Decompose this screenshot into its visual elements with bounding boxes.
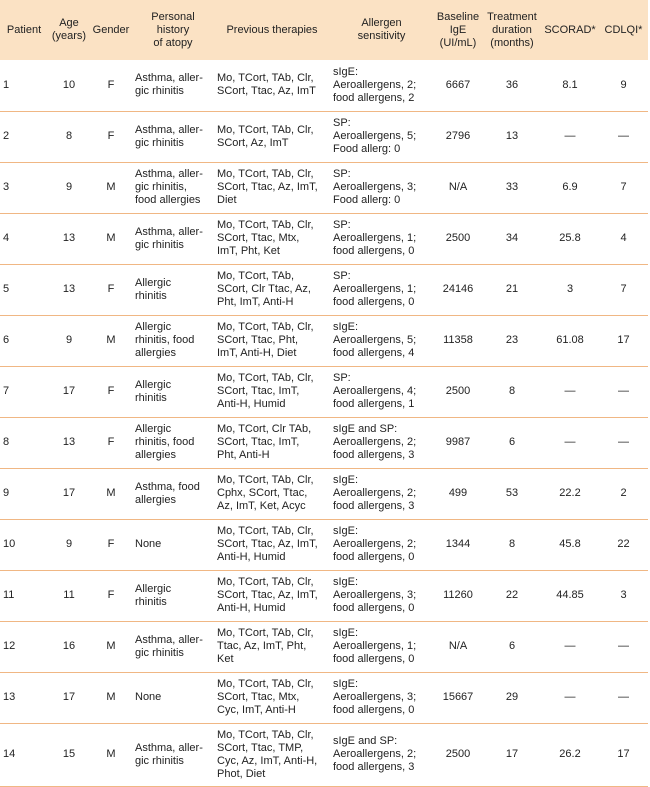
cell-patient: 13 <box>3 691 16 703</box>
cell-sensitivity: sIgE: Aeroallergens, 2; food allergens, 3 <box>333 474 417 512</box>
cell-duration: 13 <box>505 130 519 142</box>
table-row <box>0 60 648 111</box>
cell-patient: 3 <box>3 181 10 193</box>
cell-therapies: Mo, TCort, TAb, Clr, SCort, Ttac, Az, ImT, Anti-H, Humid <box>217 525 318 563</box>
cell-gender: F <box>107 385 115 397</box>
table-row <box>0 315 648 366</box>
cell-age: 13 <box>62 436 76 448</box>
cell-therapies: Mo, TCort, TAb, Clr, SCort, Ttac, Az, ImT, Diet <box>217 168 318 206</box>
cell-age: 9 <box>65 334 73 346</box>
cell-gender: F <box>107 538 115 550</box>
cell-duration: 22 <box>505 589 519 601</box>
cell-ige: 2796 <box>445 130 471 142</box>
cell-ige: 11358 <box>443 334 473 346</box>
cell-atopy: Allergic rhinitis, food allergies <box>135 423 195 461</box>
cell-gender: M <box>106 640 116 652</box>
header-duration: Treatment duration (months) <box>487 10 537 49</box>
cell-atopy: Allergic rhinitis <box>135 276 172 302</box>
table-row <box>0 723 648 787</box>
cell-duration: 17 <box>505 748 519 761</box>
cell-age: 17 <box>62 385 76 397</box>
cell-cdlqi: 2 <box>620 487 627 499</box>
cell-duration: 29 <box>505 691 519 703</box>
cell-therapies: Mo, TCort, TAb, Clr, SCort, Ttac, Mtx, ImT, Pht, Ket <box>217 219 314 257</box>
cell-therapies: Mo, TCort, TAb, Clr, SCort, Az, ImT <box>217 123 314 149</box>
cell-cdlqi: 7 <box>620 283 627 295</box>
table-row <box>0 468 648 519</box>
cell-sensitivity: sIgE: Aeroallergens, 2; food allergens, 2 <box>333 65 417 104</box>
cell-age: 9 <box>65 181 73 193</box>
cell-scorad: 8.1 <box>562 78 578 91</box>
cell-patient: 6 <box>3 334 10 346</box>
table-header-row <box>0 0 648 60</box>
cell-duration: 23 <box>505 334 519 346</box>
cell-age: 9 <box>65 538 73 550</box>
cell-cdlqi: 22 <box>617 538 630 550</box>
cell-cdlqi: — <box>618 640 629 652</box>
cell-sensitivity: sIgE: Aeroallergens, 1; food allergens, 0 <box>333 627 417 665</box>
cell-patient: 1 <box>3 78 10 91</box>
cell-scorad: — <box>564 385 576 397</box>
cell-sensitivity: sIgE: Aeroallergens, 5; food allergens, 4 <box>333 321 417 359</box>
table-row <box>0 672 648 723</box>
table-row <box>0 111 648 162</box>
cell-duration: 8 <box>508 538 516 550</box>
cell-atopy: Asthma, food allergies <box>135 480 200 506</box>
cell-sensitivity: sIgE and SP: Aeroallergens, 2; food allergens, 3 <box>333 735 417 774</box>
cell-sensitivity: SP: Aeroallergens, 3; Food allerg: 0 <box>333 168 417 206</box>
cell-patient: 4 <box>3 232 10 244</box>
cell-gender: M <box>106 232 116 244</box>
cell-atopy: Asthma, aller- gic rhinitis <box>135 225 203 251</box>
cell-sensitivity: SP: Aeroallergens, 1; food allergens, 0 <box>333 270 417 308</box>
cell-patient: 9 <box>3 487 10 499</box>
cell-gender: M <box>106 748 116 761</box>
cell-gender: M <box>106 691 116 703</box>
cell-age: 17 <box>62 691 76 703</box>
cell-sensitivity: SP: Aeroallergens, 1; food allergens, 0 <box>333 219 417 257</box>
cell-patient: 11 <box>3 589 15 601</box>
cell-scorad: 61.08 <box>556 334 584 346</box>
cell-patient: 10 <box>3 538 16 550</box>
cell-gender: F <box>107 130 115 142</box>
cell-duration: 8 <box>508 385 516 397</box>
cell-patient: 14 <box>3 748 16 761</box>
cell-patient: 7 <box>3 385 10 397</box>
cell-ige: N/A <box>448 181 468 193</box>
cell-therapies: Mo, TCort, TAb, Clr, SCort, Ttac, TMP, Cyc, Az, ImT, Anti-H, Phot, Diet <box>217 728 318 780</box>
cell-scorad: 26.2 <box>559 748 581 761</box>
cell-age: 10 <box>62 78 76 91</box>
cell-sensitivity: sIgE: Aeroallergens, 2; food allergens, 0 <box>333 525 417 563</box>
table-row <box>0 519 648 570</box>
cell-therapies: Mo, TCort, Clr TAb, SCort, Ttac, ImT, Pht, Anti-H <box>217 423 312 461</box>
cell-atopy: Asthma, aller- gic rhinitis <box>135 633 203 659</box>
cell-ige: 2500 <box>445 232 471 244</box>
cell-scorad: 25.8 <box>559 232 581 244</box>
cell-duration: 6 <box>508 640 516 652</box>
cell-ige: 2500 <box>445 748 471 761</box>
cell-cdlqi: 4 <box>620 232 627 244</box>
cell-scorad: — <box>564 640 576 652</box>
cell-age: 17 <box>62 487 76 499</box>
cell-scorad: — <box>564 436 576 448</box>
table-row <box>0 162 648 213</box>
cell-duration: 36 <box>505 78 519 91</box>
cell-cdlqi: 9 <box>620 78 627 91</box>
cell-duration: 21 <box>505 283 519 295</box>
table-row <box>0 417 648 468</box>
cell-therapies: Mo, TCort, TAb, Clr, SCort, Ttac, Az, ImT <box>217 72 316 98</box>
cell-gender: F <box>107 78 115 91</box>
cell-age: 15 <box>62 748 76 761</box>
header-gender: Gender <box>92 23 130 36</box>
cell-patient: 12 <box>3 640 16 652</box>
cell-age: 13 <box>62 232 76 244</box>
cell-ige: 24146 <box>442 283 474 295</box>
cell-duration: 34 <box>505 232 519 244</box>
cell-therapies: Mo, TCort, TAb, Clr, SCort, Ttac, ImT, Anti-H, Humid <box>217 372 314 410</box>
table-row <box>0 570 648 621</box>
cell-scorad: 45.8 <box>559 538 581 550</box>
cell-scorad: — <box>564 691 576 703</box>
cell-gender: M <box>106 334 116 346</box>
cell-cdlqi: — <box>618 691 629 703</box>
cell-scorad: — <box>564 130 576 142</box>
cell-patient: 2 <box>3 130 10 142</box>
cell-atopy: Allergic rhinitis, food allergies <box>135 321 195 359</box>
header-patient: Patient <box>6 23 42 36</box>
cell-therapies: Mo, TCort, TAb, Clr, Ttac, Az, ImT, Pht, Ket <box>217 627 314 665</box>
table-row <box>0 366 648 417</box>
cell-atopy: Asthma, aller- gic rhinitis <box>135 741 203 767</box>
header-therapies: Previous therapies <box>226 23 318 36</box>
cell-atopy: Asthma, aller- gic rhinitis <box>135 72 203 98</box>
table-row <box>0 213 648 264</box>
cell-sensitivity: sIgE and SP: Aeroallergens, 2; food allergens, 3 <box>333 423 417 461</box>
cell-duration: 53 <box>505 487 519 499</box>
cell-scorad: 22.2 <box>559 487 581 499</box>
cell-sensitivity: SP: Aeroallergens, 5; Food allerg: 0 <box>333 117 417 155</box>
cell-therapies: Mo, TCort, TAb, Clr, SCort, Ttac, Pht, ImT, Anti-H, Diet <box>217 321 314 359</box>
cell-atopy: Allergic rhinitis <box>135 582 172 608</box>
cell-age: 13 <box>62 283 76 295</box>
cell-scorad: 44.85 <box>556 589 584 601</box>
table-row <box>0 621 648 672</box>
cell-sensitivity: sIgE: Aeroallergens, 3; food allergens, 0 <box>333 576 417 614</box>
cell-ige: 11260 <box>443 589 473 601</box>
cell-therapies: Mo, TCort, TAb, Clr, SCort, Ttac, Az, ImT, Anti-H, Humid <box>217 576 318 614</box>
cell-cdlqi: 17 <box>617 334 630 346</box>
cell-age: 8 <box>65 130 73 142</box>
cell-scorad: 6.9 <box>562 181 578 193</box>
cell-sensitivity: sIgE: Aeroallergens, 3; food allergens, 0 <box>333 678 417 716</box>
cell-ige: 2500 <box>445 385 471 397</box>
table-row <box>0 264 648 315</box>
cell-ige: 15667 <box>442 691 474 703</box>
cell-gender: F <box>107 589 115 601</box>
cell-atopy: None <box>135 691 162 703</box>
cell-ige: 499 <box>448 487 468 499</box>
cell-cdlqi: 7 <box>620 181 627 193</box>
cell-cdlqi: 17 <box>617 748 630 761</box>
cell-gender: F <box>107 283 115 295</box>
header-atopy: Personal history of atopy <box>151 10 195 49</box>
cell-ige: 9987 <box>445 436 471 448</box>
cell-therapies: Mo, TCort, TAb, Clr, Cphx, SCort, Ttac, Az, ImT, Ket, Acyc <box>217 474 314 512</box>
cell-therapies: Mo, TCort, TAb, Clr, SCort, Ttac, Mtx, Cyc, ImT, Anti-H <box>217 678 314 716</box>
cell-atopy: Allergic rhinitis <box>135 378 172 404</box>
cell-cdlqi: — <box>618 385 629 397</box>
header-cdlqi: CDLQI* <box>604 23 643 36</box>
cell-gender: F <box>107 436 115 448</box>
cell-ige: N/A <box>448 640 468 652</box>
cell-age: 11 <box>63 589 75 601</box>
header-ige: Baseline IgE (UI/mL) <box>436 10 480 49</box>
cell-ige: 1344 <box>445 538 471 550</box>
cell-cdlqi: — <box>618 436 629 448</box>
cell-cdlqi: 3 <box>620 589 627 601</box>
cell-ige: 6667 <box>445 78 471 91</box>
cell-atopy: Asthma, aller- gic rhinitis, food allergies <box>135 168 203 206</box>
cell-patient: 5 <box>3 283 10 295</box>
cell-age: 16 <box>62 640 76 652</box>
cell-patient: 8 <box>3 436 10 448</box>
header-scorad: SCORAD* <box>544 23 596 36</box>
cell-gender: M <box>106 487 116 499</box>
cell-therapies: Mo, TCort, TAb, SCort, Clr Ttac, Az, Pht, ImT, Anti-H <box>217 270 311 308</box>
cell-atopy: None <box>135 538 162 550</box>
header-sensitivity: Allergen sensitivity <box>357 17 406 42</box>
cell-sensitivity: SP: Aeroallergens, 4; food allergens, 1 <box>333 372 417 410</box>
cell-duration: 6 <box>508 436 516 448</box>
cell-duration: 33 <box>505 181 519 193</box>
header-age: Age (years) <box>51 17 87 42</box>
cell-scorad: 3 <box>566 283 574 295</box>
cell-cdlqi: — <box>618 130 629 142</box>
cell-atopy: Asthma, aller- gic rhinitis <box>135 123 203 149</box>
cell-gender: M <box>106 181 116 193</box>
